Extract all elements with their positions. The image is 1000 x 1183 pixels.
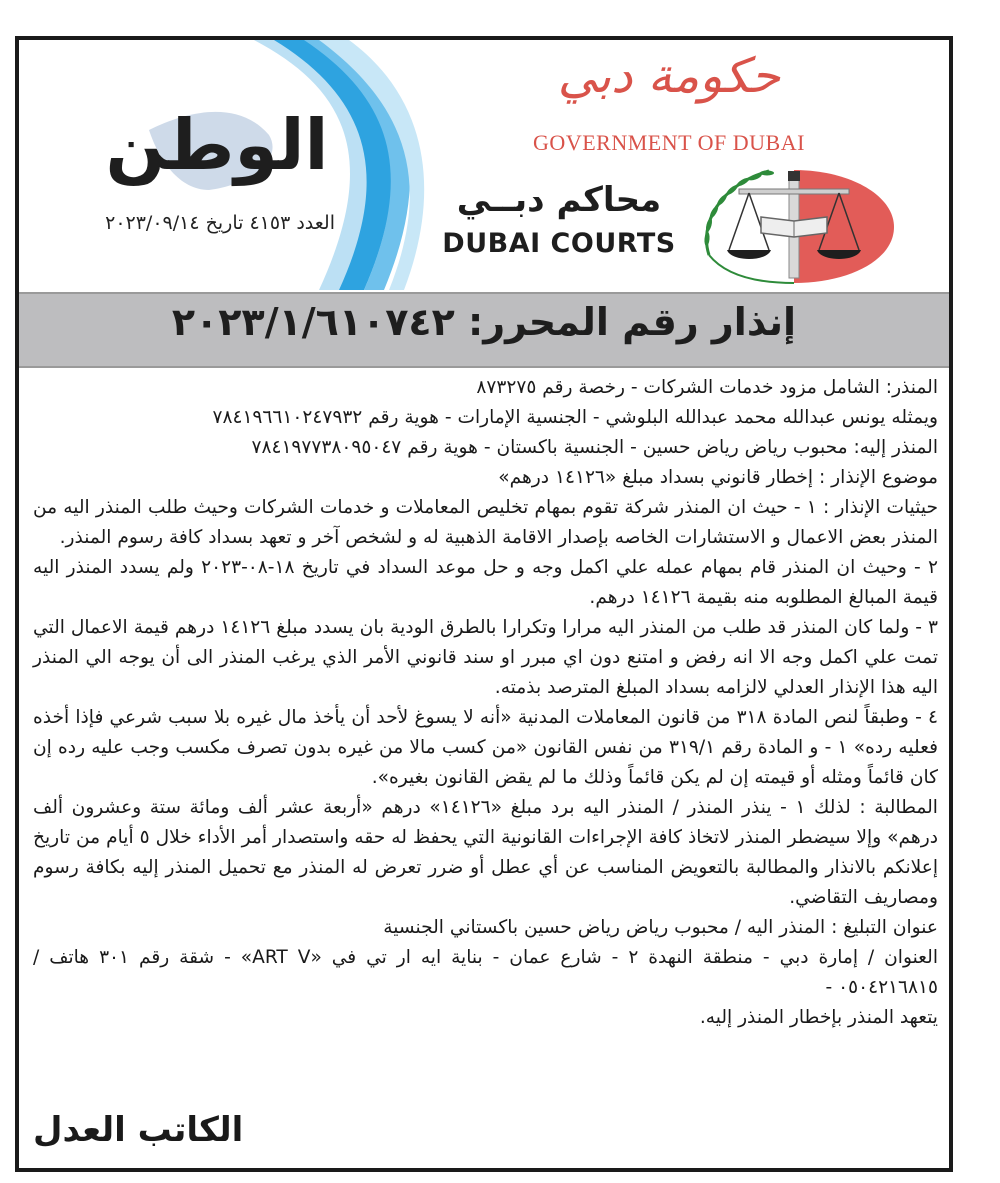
undertaking-line: يتعهد المنذر بإخطار المنذر إليه. [699, 1007, 938, 1028]
notice-title: إنذار رقم المحرر: ٢٠٢٣/١/٦١٠٧٤٢ [171, 300, 797, 344]
notice-grounds-4: ٤ - وطبقاً لنص المادة ٣١٨ من قانون المعاملات المدنية «أنه لا يسوغ لأحد أن يأخذ مال غيره بلا سبب شرعي فإذا أخذه فعليه رده» ١ - و المادة رقم ٣١٩/١ من نفس القانون «من كسب مالا من غيره بدون تصرف مكسب وجب عليه رده إن كان قائماً ومثله أو قيمته إن لم يكن قائماً وذلك ما لم يقض القانون بغيره». [33, 707, 938, 788]
issue-number-date: العدد ٤١٥٣ تاريخ ٢٠٢٣/٠٩/١٤ [105, 212, 335, 234]
notice-demand: المطالبة : لذلك ١ - ينذر المنذر / المنذر اليه برد مبلغ «١٤١٢٦» درهم «أربعة عشر ألف ومائة ستة وعشرون ألف درهم» وإلا سيضطر المنذر لاتخاذ كافة الإجراءات القانونية التي يحفظ له حقه واستصدار أمر الأداء خلال ٥ أيام من تاريخ إعلانكم بالانذار والمطالبة بالتعويض المناسب عن أي عطل أو ضرر تعرض له المنذر مع تحميل المنذر إليه بكافة رسوم ومصاريف التقاضي. [33, 797, 938, 908]
warner-line: المنذر: الشامل مزود خدمات الشركات - رخصة رقم ٨٧٣٢٧٥ [476, 377, 938, 398]
notice-grounds-2: ٢ - وحيث ان المنذر قام بمهام عمله علي اكمل وجه و حل موعد السداد في تاريخ ١٨-٠٨-٢٠٢٣ ولم يسدد المنذر اليه قيمة المبالغ المطلوبه منه بقيمة ١٤١٢٦ درهم. [33, 557, 938, 608]
notice-title-band [19, 292, 949, 368]
government-name-english: GOVERNMENT OF DUBAI [533, 130, 805, 155]
warned-party-line: المنذر إليه: محبوب رياض رياض حسين - الجنسية باكستان - هوية رقم ٧٨٤١٩٧٧٣٨٠٩٥٠٤٧ [251, 437, 938, 458]
scales-of-justice-icon [689, 165, 899, 285]
newspaper-name: الوطن [105, 104, 329, 186]
service-address-title: عنوان التبليغ : المنذر اليه / محبوب رياض رياض حسين باكستاني الجنسية [383, 917, 938, 938]
notice-grounds-1: حيثيات الإنذار : ١ - حيث ان المنذر شركة تقوم بمهام تخليص المعاملات و خدمات الشركات وحيث طلب المنذر اليه من المنذر بعض الاعمال و الاستشارات الخاصه بإصدار الاقامة الذهبية له و لشخص آخر و تعهد بسداد كافة رسوم المنذر. [33, 497, 939, 548]
notice-body [33, 373, 938, 1033]
courts-name-english: DUBAI COURTS [442, 228, 676, 259]
notary-signature: الكاتب العدل [33, 1110, 244, 1150]
service-address: العنوان / إمارة دبي - منطقة النهدة ٢ - شارع عمان - بناية ايه ار تي في «ART V» - شقة رقم ٣٠١ هاتف / ٠٥٠٤٢١٦٨١٥ - [33, 947, 938, 998]
courts-name-arabic: محاكم دبــي [456, 180, 662, 220]
representative-line: ويمثله يونس عبدالله محمد عبدالله البلوشي - الجنسية الإمارات - هوية رقم ٧٨٤١٩٦٦١٠٢٤٧٩٣٢ [212, 407, 938, 428]
notice-header [19, 40, 949, 290]
notice-grounds-3: ٣ - ولما كان المنذر قد طلب من المنذر اليه مرارا وتكرارا بالطرق الودية بان يسدد مبلغ ١٤١٢٦ درهم قيمة الاعمال التي تمت علي اكمل وجه الا انه رفض و امتنع دون اي مبرر او سند قانوني الأمر الذي يرغب المنذر الى أن يوجه الي المنذر اليه هذا الإنذار العدلي لالزامه بسداد المبلغ المترصد بذمته. [33, 617, 938, 698]
notice-subject: موضوع الإنذار : إخطار قانوني بسداد مبلغ «١٤١٢٦ درهم» [498, 467, 938, 488]
legal-notice-frame [15, 36, 953, 1172]
government-name-arabic: حكومة دبي [557, 48, 781, 104]
